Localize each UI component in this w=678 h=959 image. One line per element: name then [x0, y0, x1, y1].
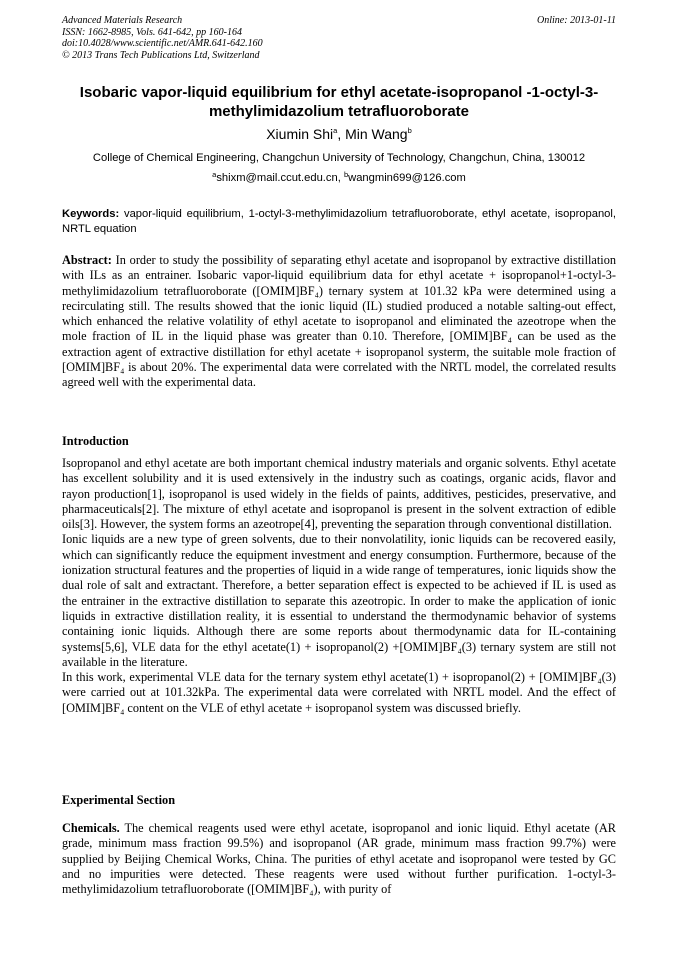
paper-title: Isobaric vapor-liquid equilibrium for ethyl acetate-isopropanol -1-octyl-3- methylimidazolium tetrafluoroborate: [79, 84, 599, 120]
author-mark: b: [407, 126, 412, 135]
chemicals-label: Chemicals.: [62, 821, 120, 835]
keywords: [62, 207, 616, 236]
email-address: shixm@mail.ccut.edu.cn: [216, 172, 338, 184]
author-name: Xiumin Shi: [266, 126, 334, 142]
introduction-body: [62, 456, 616, 716]
experimental-heading: Experimental Section: [62, 793, 176, 807]
keywords-text: vapor-liquid equilibrium, 1-octyl-3-methylimidazolium tetrafluoroborate, ethyl acetate, isopropanol, NRTL equation: [62, 208, 616, 235]
chemicals-text: The chemical reagents used were ethyl acetate, isopropanol and ionic liquid. Ethyl acetate (AR grade, minimum mass fraction 99.5%) and isopropanol (AR grade, minimum mass fraction 99.7%) were supplied by Beijing Chemical Works, China. The purities of ethyl acetate and isopropanol were tested by GC and no impurities were detected. These reagents were used without further purification. 1-octyl-3-methylimidazolium tetrafluoroborate ([OMIM]BF₄), with purity of: [62, 821, 616, 897]
copyright-line: © 2013 Trans Tech Publications Ltd, Switzerland: [62, 49, 260, 61]
chemicals-paragraph: [62, 821, 616, 897]
journal-name: Advanced Materials Research: [62, 15, 183, 26]
paragraph: Ionic liquids are a new type of green solvents, due to their nonvolatility, ionic liquids can be recovered easily, which can significantly reduce the equipment investment and energy consumption. Furthermore, because of the ionization structural features and the properties of liquid in a wide range of temperatures, ionic liquids show the dual role of salt and extractant. Therefore, a better separation effect is expected to be achieved if IL is used as the entrainer in the extractive distillation to separate this azeotropic. In order to make the application of ionic liquids in extractive distillation reality, it is essential to understand the thermodynamic behavior of systems containing ionic liquids. Although there are some reports about thermodynamic data for IL-containing systems[5,6], VLE data for the ethyl acetate(1) + isopropanol(2) +[OMIM]BF₄(3) ternary system are still not available in the literature.: [62, 532, 616, 669]
abstract-text: In order to study the possibility of separating ethyl acetate and isopropanol by extractive distillation with ILs as an entrainer. Isobaric vapor-liquid equilibrium data for ethyl acetate + isopropanol+1-octyl-3-methylimidazolium tetrafluoroborate ([OMIM]BF₄) ternary system at 101.32 kPa were determined using a recirculating still. The results showed that the ionic liquid (IL) studied produced a notable salting-out effect, which enhanced the relative volatility of ethyl acetate to isopropanol and eliminated the azeotrope when the mole fraction of IL in the liquid phase was greater than 0.10. Therefore, [OMIM]BF₄ can be used as the extraction agent of extractive distillation for ethyl acetate + isopropanol systerm, the suitable mole fraction of [OMIM]BF₄ is about 20%. The experimental data were correlated with the NRTL model, the correlated results agreed well with the experimental data.: [62, 253, 616, 390]
paragraph: Isopropanol and ethyl acetate are both important chemical industry materials and organic solvents. Ethyl acetate has excellent solubility and it is used extensively in the industry such as coatings, organic acids, flavor and rayon production[1], isopropanol is used widely in the fields of paints, additives, pesticides, preservative, and pharmaceuticals[2]. The mixture of ethyl acetate and isopropanol is present in the solvent extraction of edible oils[3]. However, the system forms an azeotrope[4], preventing the separation through conventional distillation.: [62, 456, 616, 532]
email-list: [62, 171, 616, 185]
keywords-label: Keywords:: [62, 208, 120, 220]
author-mark: a: [333, 126, 338, 135]
email-separator: ,: [337, 172, 344, 184]
author-list: [62, 126, 616, 142]
paragraph: In this work, experimental VLE data for the ternary system ethyl acetate(1) + isopropanol(2) + [OMIM]BF₄(3) were carried out at 101.32kPa. The experimental data were correlated with NRTL model. And the effect of [OMIM]BF₄ content on the VLE of ethyl acetate + isopropanol system was discussed briefly.: [62, 670, 616, 715]
abstract: [62, 253, 616, 391]
email-address: wangmin699@126.com: [348, 172, 466, 184]
email-mark: a: [212, 170, 217, 179]
abstract-label: Abstract:: [62, 253, 112, 267]
author-name: Min Wang: [345, 126, 408, 142]
journal-header: [62, 15, 616, 61]
author-separator: ,: [337, 126, 346, 142]
issn-line: ISSN: 1662-8985, Vols. 641-642, pp 160-164: [62, 26, 242, 38]
email-mark: b: [343, 170, 349, 179]
introduction-heading: Introduction: [62, 434, 129, 448]
doi-line: doi:10.4028/www.scientific.net/AMR.641-642.160: [62, 38, 263, 49]
online-date: Online: 2013-01-11: [537, 15, 616, 26]
affiliation: College of Chemical Engineering, Changchun University of Technology, Changchun, China, 130012: [92, 152, 586, 164]
